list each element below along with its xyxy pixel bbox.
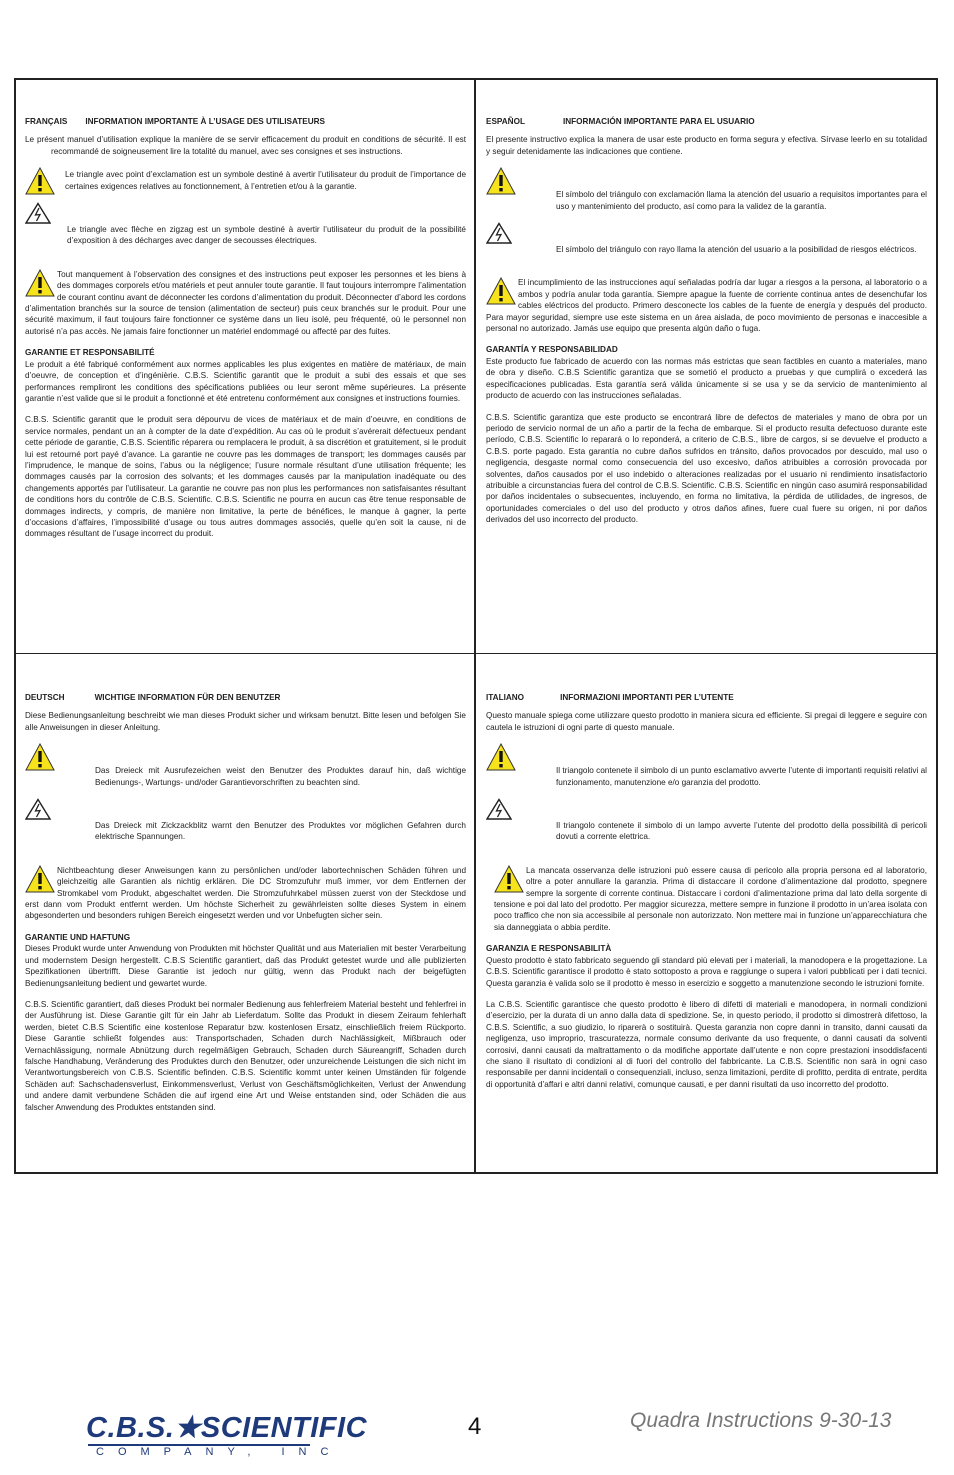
- section-german: [25, 692, 466, 1123]
- page-number: 4: [468, 1413, 482, 1440]
- intro-text: Le présent manuel d’utilisation explique la manière de se servir efficacement du produit en conditions de sécurité. Il est recommandé de soigneusement lire la totalité du manuel, avec ses consignes et ses instructions.: [25, 135, 466, 156]
- warranty-title: GARANTIE ET RESPONSABILITÉ: [25, 348, 155, 358]
- section-heading: [486, 116, 927, 127]
- warning-text: El incumplimiento de las instrucciones aquí señaladas podría dar lugar a riesgos a la persona, al laboratorio o a ambos y podría anular toda garantía. Siempre apague la fuente de corriente continua antes de desenchufar los cables eléctricos del producto. Primero desconecte los cables de la fuente de energía y después del producto. Para mayor seguridad, siempre use este sistema en un área aislada, de poco movimiento de personas e inaccesible a personal no autorizado. Jamás use equipo que presenta algún daño o fuga.: [486, 278, 927, 334]
- lightning-warning-icon: [25, 798, 51, 820]
- heading-title: INFORMACIÓN IMPORTANTE PARA EL USUARIO: [562, 117, 755, 126]
- exclamation-text: Das Dreieck mit Ausrufezeichen weist den Benutzer des Produktes darauf hin, daß wichtige Bedienungs-, Wartungs- und/oder Garantievorschriften zu beachten sind.: [95, 766, 466, 787]
- warning-paragraph: [486, 865, 927, 933]
- section-italian: [486, 692, 927, 1100]
- warranty-paragraph-2: C.B.S. Scientific garantiza que este producto se encontrará libre de defectos de materiales y mano de obra por un periodo de servicio normal de un año a partir de la fecha de embarque. Si el producto resulta defectuoso durante este período, C.B.S. Scientific lo reparará o lo reponderá, a criterio de C.B.S., libre de cargos, si se devuelve el producto a C.B.S. porte pagado. Esta garantía no cubre daños sufridos en tránsito, daños provocados por descuido, mal uso o negligencia, desgaste normal como consecuencia del uso excesivo, daños atribuibles a corrosión provocada por solventes, daños causados por el uso indebido o alteraciones realizadas por el usuario ni rendimiento insatisfactorio atribuible a circunstancias fuera del control de C.B.S. Scientific. C.B.S. Scientific en ningún caso asumirá responsabilidad por daños incidentales o subsecuentes, incluyendo, en forma no limitativa, la pérdida de utilidades, de ingresos, de oportunidades comerciales o del uso del producto y otros daños afines, fuere cual fuere su origen, ni por daños derivados del uso incorrecto del producto.: [486, 412, 927, 525]
- language-label: ITALIANO: [486, 693, 525, 702]
- section-heading: [25, 116, 466, 127]
- warning-text: Nichtbeachtung dieser Anweisungen kann zu persönlichen und/oder labortechnischen Schäden führen und gleichzeitig alle Garantien als nichtig erklären. Die DC Stromzufuhr muß immer, vor dem Entfernen der Stromkabel vom Produkt, abgeschaltet werden. Die Stromzufuhrkabel müssen zuerst von der Steckdose und erst dann vom Produkt entfernt werden. Um höchste Sicherheit zu gewährleisten sollte dieses System in einem abgesonderten und besonders ruhigen Bereich eingesetzt werden und vor Unbefugten sicher sein.: [25, 865, 466, 921]
- document-title: Quadra Instructions 9-30-13: [630, 1409, 892, 1432]
- exclamation-warning-icon: [25, 269, 55, 297]
- language-label: FRANÇAIS: [25, 117, 68, 126]
- warranty-paragraph-2: C.B.S. Scientific garantit que le produit sera dépourvu de vices de matériaux et de main d’oeuvre, en conditions de service normales, pendant un an à compter de la date d’expédition. Au cas où le produit s’avérerait défectueux pendant cette période de garantie, C.B.S. Scientific réparera ou remplacera le produit, à sa discrétion et gratuitement, si le produit lui est retourné port payé d’avance. La garantie ne couvre pas les dommages de transport; les dommages causés par l’imprudence, le manque de soins, l’abus ou la négligence; l’usure normale résultant d’une utilisation fréquente; les dommages causés par la corrosion des solvants; et les dommages causés par la manipulation inadéquate ou des changements apportés par l’utilisateur. La garantie ne couvre pas non plus les performances non satisfaisantes résultant de conditions hors du contrôle de C.B.S. Scientific. C.B.S. Scientific ne pourra en aucun cas être tenue responsable de dommages indirects, y compris, de manière non limitative, la perte de bénéfices, le manque à gagner, la perte d’occasions d’affaires, l’impossibilité d’usage ou tous autres dommages associés, quelle qu’en soit la cause, ni de dommages résultant de l’usage incorrect du produit.: [25, 415, 466, 539]
- intro-text: Questo manuale spiega come utilizzare questo prodotto in maniera sicura ed efficiente. Si pregai di leggere e seguire con cautela le istruzioni di ogni parte di questo manuale.: [486, 711, 927, 732]
- exclamation-warning-icon: [25, 743, 55, 771]
- warranty-paragraph-2: C.B.S. Scientific garantiert, daß dieses Produkt bei normaler Bedienung aus fehlerfreiem Material besteht und fehlerfrei in der Ausführung ist. Diese Garantie gilt für ein Jahr ab Lieferdatum. Sollte das Produkt in diesem Zeiraum fehlerhaft werden, bietet C.B.S Scientific eine kostenlose Reparatur bzw. kostenlosen Ersatz, einschließlich freiem Rückporto. Diese Garantie schließt folgendes aus: Transportschaden, Schaden durch Nachlässigkeit, Mißbrauch oder Vernachlässigung, normale Abnützung durch regelmäßigen Gebrauch, Schaden durch Säureangriff, Schaden durch falsche Handhabung, Veränderung des Produktes durch den Benutzer, oder unzureichende Leistungen die sich nicht im Verantwortungsbereich von C.B.S. Scientific befinden. C.B.S. Scientific kommt unter keinen Umständen für folgende Schäden auf: Sachschadensverlust, Einkommensverlust, Verlust von Geschäftsmöglichkeiten, Verlust der Anwendung und andere damit verbundene Schäden die auf irgend eine Art und Weise entstanden sind, oder Schäden die aus falscher Anwendung des Produktes entstanden sind.: [25, 999, 466, 1112]
- exclamation-row: [25, 167, 466, 202]
- company-logo: [86, 1412, 368, 1465]
- bolt-text: Le triangle avec flèche en zigzag est un symbole destiné à avertir l’utilisateur du produit de la possibilité d’exposition à des décharges avec danger de secousses électriques.: [67, 225, 466, 246]
- heading-title: INFORMAZIONI IMPORTANTI PER L’UTENTE: [560, 693, 734, 702]
- bolt-text: El símbolo del triángulo con rayo llama la atención del usuario a la posibilidad de riesgos eléctricos.: [556, 245, 917, 255]
- exclamation-warning-icon: [25, 167, 55, 195]
- heading-title: WICHTIGE INFORMATION FÜR DEN BENUTZER: [94, 693, 281, 702]
- warranty-title: GARANTIE UND HAFTUNG: [25, 932, 131, 942]
- exclamation-warning-icon: [486, 277, 516, 305]
- warranty-paragraph-2: La C.B.S. Scientific garantisce che questo prodotto è libero di difetti di materiali e manodopera, in normali condizioni d’esercizio, per la durata di un anno dalla data di spedizione. Se, in questo periodo, il prodotto si dimostrerà difettoso, la C.B.S. Scientific, a suo giudizio, lo riparerà o sostituirà. Questa garanzia non copre danni in transito, danni causati da negligenza, uso improprio, trascuratezza, normale consumo derivante da uso frequente, o danni causati da solventi corrosivi, danni causati da maltrattamento o da modifiche apportate dall’utente e non copre prestazioni insoddisfacenti che siano il risultato di condizioni al di fuori del controllo del fabbricante. La C.B.S. Scientific non sarà in ogni caso responsabile per danni incidentali o consequenziali, incluso, senza limitazioni, perdite di profitto, perdita di entrate, perdita di opportunità d’affari e altri danni relativi, comunque causati, e per danni risultati da uso incorretto del prodotto.: [486, 999, 927, 1089]
- bolt-row: [25, 202, 466, 224]
- warning-paragraph: [25, 269, 466, 337]
- section-heading: [486, 692, 927, 703]
- heading-title: INFORMATION IMPORTANTE À L’USAGE DES UTILISATEURS: [85, 117, 326, 126]
- warning-text: Tout manquement à l’observation des consignes et des instructions peut exposer les personnes et les biens à des dommages corporels et/ou matériels et peut annuler toute garantie. Il faut toujours interrompre l’alimentation de courant continu avant de déconnecter les cordons d’alimentation du produit. Déconnecter d’abord les cordons d’alimentation branchés sur la source de tension (alimentation de secteur) puis ceux branchés sur le produit. Pour une sécurité maximum, il faut toujours faire fonctionner ce système dans un lieu isolé, peu fréquenté, où le personnel non autorisé n’a pas accès. Ne jamais faire fonctionner un matériel endommagé ou affecté par des fuites.: [25, 269, 466, 336]
- exclamation-warning-icon: [486, 743, 516, 771]
- logo-rule: [88, 1444, 310, 1446]
- exclamation-warning-icon: [486, 167, 516, 195]
- warranty-paragraph-1: Le produit a été fabriqué conformément aux normes applicables les plus exigentes en matière de matériaux, de main d’oeuvre, de conception et d’ingénièrie. C.B.S. Scientific garantit que le produit a subi des essais et que ses performances rempliront les conditions des spécifications publiées ou leur seront même supérieures. La présente garantie n’est valide que si le produit a fonctionné et été entretenu conformément aux consignes et instructions fournies.: [25, 359, 466, 403]
- column-divider: [474, 78, 476, 1174]
- language-label: DEUTSCH: [25, 693, 65, 702]
- warranty-paragraph-1: Questo prodotto è stato fabbricato seguendo gli standard più elevati per i materiali, la manodopera e la progettazione. La C.B.S. Scientific garantisce il prodotto è stato sottoposto a prova e raggiunge o supera i valori pubblicati per i dati tecnici. Questa garanzia è valida solo se il prodotto è messo in esercizio e soggetto a manutenzione secondo le istruzioni fornite.: [486, 955, 927, 988]
- section-spanish: [486, 116, 927, 536]
- warranty-paragraph-1: Dieses Produkt wurde unter Anwendung von Produkten mit höchster Qualität und aus Materialien mit bester Verarbeitung und modernstem Design hergestellt. C.B.S Scientific garantiert, daß das Produkt getestet wurde und alle publizierten Spezifikationen übertrifft. Diese Garantie ist jedoch nur gültig, wenn das Produkt nach der beigefügten Bedienungsanleitung bedient und gewartet wurde.: [25, 944, 466, 988]
- exclamation-warning-icon: [25, 865, 55, 893]
- exclamation-warning-icon: [494, 865, 524, 893]
- warning-paragraph: [486, 277, 927, 334]
- exclamation-text: Il triangolo contenete il simbolo di un punto esclamativo avverte l’utente di importanti requisiti relativi al funzionamento, manutenzione e/o garanzia del prodotto.: [556, 766, 927, 787]
- warning-text: La mancata osservanza delle istruzioni può essere causa di pericolo alla propria persona ed al laboratorio, oltre a poter annullare la garanzia. Prima di distaccare il cordone d’alimentazione dal prodotto, spegnere sempre la sorgente di corrente continua. Distaccare i cordoni d’alimentazione prima dal lato della sorgente di tensione e poi dal lato del prodotto. Per maggior sicurezza, mettere sempre in funzione il prodotto in un’area isolata con poco traffico che non sia accessibile al personale non autorizzato. Non mettere mai in funzione un’apparecchiatura che sia danneggiata o abbia perdite.: [494, 865, 927, 932]
- section-heading: [25, 692, 466, 703]
- warranty-title: GARANTÍA Y RESPONSABILIDAD: [486, 345, 618, 355]
- row-divider: [14, 653, 938, 654]
- section-french: [25, 116, 466, 550]
- warning-paragraph: [25, 865, 466, 922]
- lightning-warning-icon: [25, 202, 51, 224]
- exclamation-text: El símbolo del triángulo con exclamación llama la atención del usuario a requisitos importantes para el uso y mantenimiento del producto, así como para la validez de la garantía.: [556, 190, 927, 211]
- warranty-paragraph-1: Este producto fue fabricado de acuerdo con las normas más estrictas que sean factibles en cuanto a materiales, mano de obra y diseño. C.B.S Scientific garantiza que se sometió el producto a pruebas y que cumplirá o excederá las especificaciones publicadas. Esta garantía será válida únicamente si se usa y se da servicio de mantenimiento al producto de acuerdo con las instrucciones señaladas.: [486, 356, 927, 401]
- bolt-text: Il triangolo contenete il simbolo di un lampo avverte l’utente del prodotto della possibilità di pericoli dovuti a corrente elettrica.: [556, 821, 927, 842]
- lightning-warning-icon: [486, 798, 512, 820]
- language-label: ESPAÑOL: [486, 117, 525, 126]
- exclamation-text: Le triangle avec point d’exclamation est un symbole destiné à avertir l’utilisateur du produit de l’importance de certaines exigences relatives au fonctionnement, à l’entretien et/ou à la garantie.: [65, 170, 466, 191]
- logo-subtitle: COMPANY, INC: [96, 1446, 343, 1458]
- logo-wordmark: C.B.S.★SCIENTIFIC: [86, 1412, 368, 1444]
- warranty-title: GARANZIA E RESPONSABILITÀ: [486, 944, 612, 954]
- intro-text: El presente instructivo explica la manera de usar este producto en forma segura y efectiva. Sírvase leerlo en su totalidad y seguir detenidamente las indicaciones que contiene.: [486, 135, 927, 156]
- intro-text: Diese Bedienungsanleitung beschreibt wie man dieses Produkt sicher und wirksam benutzt. Bitte lesen und befolgen Sie alle Anweisungen in dieser Anleitung.: [25, 711, 466, 732]
- bolt-text: Das Dreieck mit Zickzackblitz warnt den Benutzer des Produktes vor möglichen Gefahren durch elektrische Spannungen.: [95, 821, 466, 842]
- lightning-warning-icon: [486, 222, 512, 244]
